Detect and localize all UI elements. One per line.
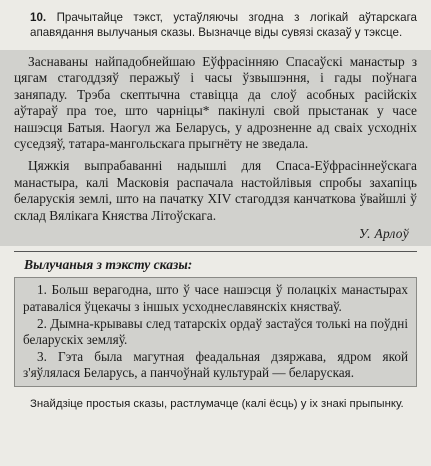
task-number: 10. xyxy=(30,11,47,24)
highlighted-sentence-3: 3. Гэта была магутная феадальная дзяржава, ядром якой з'яўлялася Беларусь, а панчоўнай культурай — беларуская. xyxy=(23,348,408,381)
highlighted-sentence-2: 2. Дымна-крывавы след татарскіх ордаў застаўся толькі на поўдні беларускіх земляў. xyxy=(23,315,408,348)
highlighted-section xyxy=(14,251,417,387)
passage-text xyxy=(0,50,431,246)
highlighted-sentence-1: 1. Больш верагодна, што ў часе нашэсця ў полацкіх манастырах ратаваліся ўцекачы з іншых усходнеславянскіх княстваў. xyxy=(23,282,408,315)
passage-paragraph-1: Заснаваны найпадобнейшаю Еўфрасінняю Спасаўскі манастыр з цягам стагоддзяў перажыў і часы ўзвышэння, і гады поўнага заняпаду. Трэба скептычна ставіцца да слоў асобных расійскіх аўтараў пра тое, што чарніцы* пакінулі свой прыстанак у часе нашэсця Батыя. Наогул жа Беларусь, у адрозненне ад сваіх усходніх суседзяў, татара-мангольскага прыгнёту не зведала. xyxy=(14,54,417,152)
highlighted-sentences xyxy=(14,277,417,387)
task-instruction: Прачытайце тэкст, устаўляючы згодна з логікай аўтарскага апавядання вылучаныя сказы. Вызначце віды сувязі сказаў у тэксце. xyxy=(30,11,417,39)
task-instruction-block xyxy=(30,10,417,40)
footer-instruction: Знайдзіце простыя сказы, растлумачце (калі ёсць) у іх знакі прыпынку. xyxy=(30,398,404,411)
passage-author: У. Арлоў xyxy=(358,226,409,242)
highlighted-title: Вылучаныя з тэксту сказы: xyxy=(24,257,193,273)
passage-paragraph-2: Цяжкія выпрабаванні надышлі для Спаса-Еўфрасіннеўскага манастыра, калі Масковія распачала настойлівыя спробы захапіць беларускія землі, што на пачатку XIV стагоддзя канчаткова ўвайшлі ў склад Вялікага Княства Літоўскага. xyxy=(14,158,417,223)
